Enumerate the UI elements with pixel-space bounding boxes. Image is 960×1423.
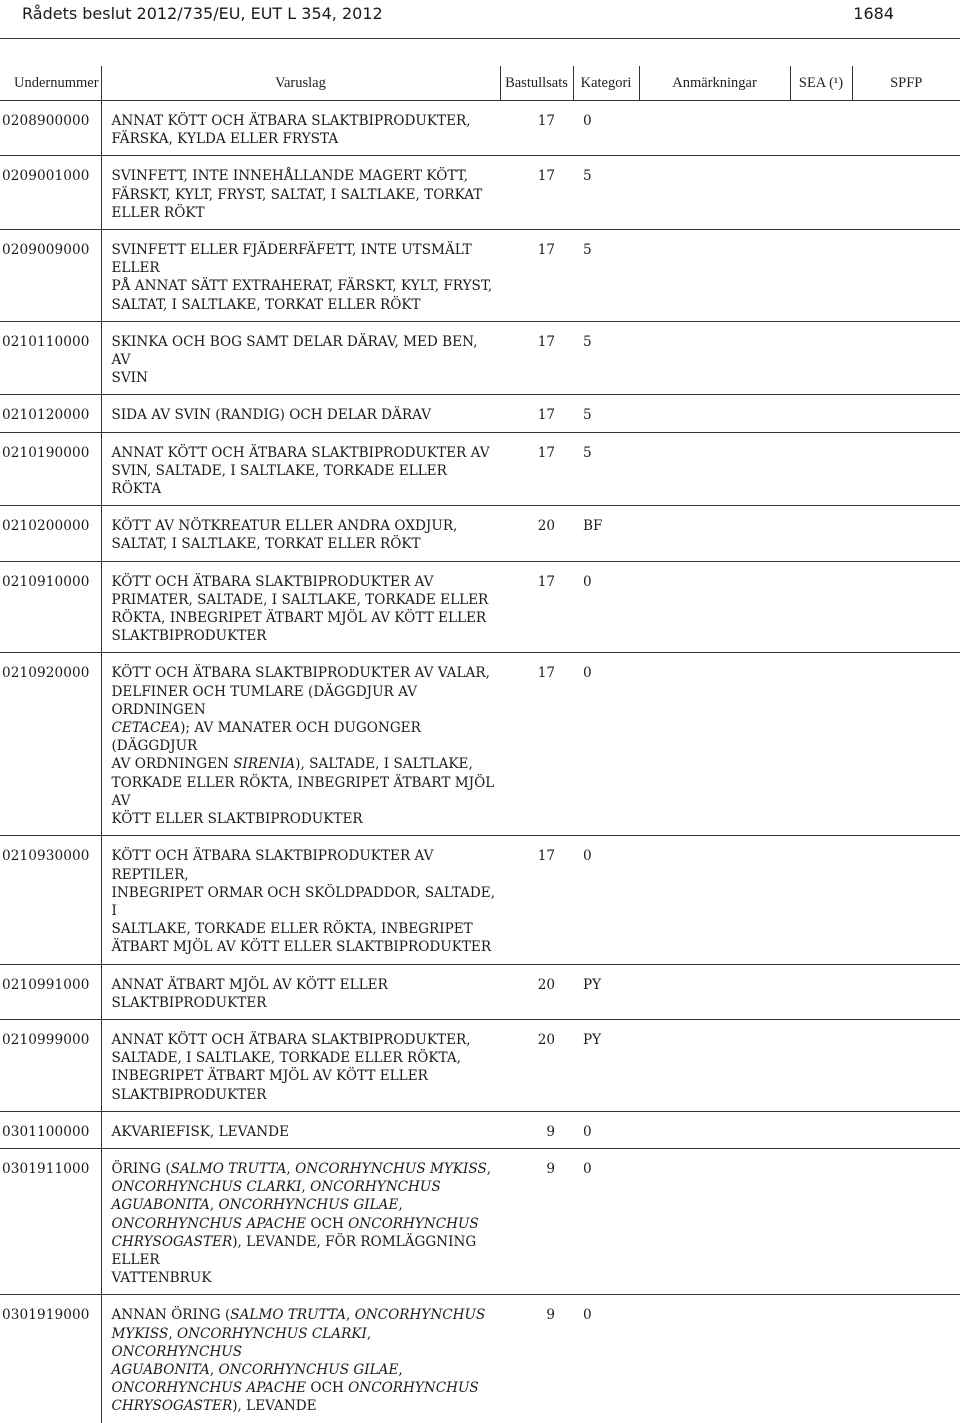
header-anmarkningar: Anmärkningar	[639, 66, 790, 101]
cell-varuslag: SKINKA OCH BOG SAMT DELAR DÄRAV, MED BEN, AV SVIN	[101, 321, 500, 395]
table-row	[0, 653, 960, 836]
cell-sea	[790, 156, 852, 230]
cell-sea	[790, 101, 852, 156]
cell-sea	[790, 561, 852, 653]
cell-varuslag: KÖTT AV NÖTKREATUR ELLER ANDRA OXDJUR, SALTAT, I SALTLAKE, TORKAT ELLER RÖKT	[101, 506, 500, 561]
cell-anmarkningar	[639, 964, 790, 1019]
cell-bastullsats: 17	[500, 101, 573, 156]
cell-sea	[790, 1148, 852, 1294]
table-row	[0, 101, 960, 156]
cell-kategori: 5	[573, 321, 639, 395]
cell-spfp	[852, 653, 960, 836]
table-row	[0, 432, 960, 506]
cell-undernummer: 0210190000	[0, 432, 101, 506]
cell-undernummer: 0301911000	[0, 1148, 101, 1294]
cell-undernummer: 0210200000	[0, 506, 101, 561]
cell-spfp	[852, 561, 960, 653]
cell-bastullsats: 17	[500, 321, 573, 395]
cell-sea	[790, 1295, 852, 1423]
table-row	[0, 321, 960, 395]
cell-anmarkningar	[639, 432, 790, 506]
cell-kategori: 0	[573, 653, 639, 836]
table-row	[0, 230, 960, 322]
cell-sea	[790, 506, 852, 561]
cell-bastullsats: 9	[500, 1111, 573, 1148]
cell-kategori: 0	[573, 836, 639, 964]
cell-anmarkningar	[639, 506, 790, 561]
cell-undernummer: 0301919000	[0, 1295, 101, 1423]
cell-anmarkningar	[639, 561, 790, 653]
cell-spfp	[852, 230, 960, 322]
table-row	[0, 1148, 960, 1294]
cell-bastullsats: 9	[500, 1148, 573, 1294]
table-row	[0, 395, 960, 432]
cell-undernummer: 0210910000	[0, 561, 101, 653]
cell-varuslag: ÖRING (SALMO TRUTTA, ONCORHYNCHUS MYKISS, ONCORHYNCHUS CLARKI, ONCORHYNCHUS AGUABONITA, ONCORHYNCHUS GILAE, ONCORHYNCHUS APACHE OCH ONCORHYNCHUS CHRYSOGASTER), LEVANDE, FÖR ROMLÄGGNING ELLER VATTENBRUK	[101, 1148, 500, 1294]
cell-bastullsats: 17	[500, 561, 573, 653]
cell-anmarkningar	[639, 653, 790, 836]
cell-anmarkningar	[639, 1019, 790, 1111]
cell-varuslag: AKVARIEFISK, LEVANDE	[101, 1111, 500, 1148]
cell-spfp	[852, 1111, 960, 1148]
cell-undernummer: 0301100000	[0, 1111, 101, 1148]
cell-undernummer: 0210930000	[0, 836, 101, 964]
cell-kategori: 0	[583, 1307, 592, 1324]
cell-bastullsats: 17	[500, 432, 573, 506]
cell-anmarkningar	[639, 1111, 790, 1148]
cell-undernummer: 0209009000	[0, 230, 101, 322]
cell-sea	[790, 321, 852, 395]
cell-varuslag: SIDA AV SVIN (RANDIG) OCH DELAR DÄRAV	[101, 395, 500, 432]
document-title: Rådets beslut 2012/735/EU, EUT L 354, 2012	[22, 4, 383, 23]
tariff-table	[0, 66, 960, 1423]
cell-kategori: 0	[573, 1111, 639, 1148]
cell-undernummer: 0210110000	[0, 321, 101, 395]
cell-bastullsats: 20	[500, 964, 573, 1019]
cell-varuslag: ANNAT KÖTT OCH ÄTBARA SLAKTBIPRODUKTER, SALTADE, I SALTLAKE, TORKADE ELLER RÖKTA, INBEGRIPET ÄTBART MJÖL AV KÖTT ELLER SLAKTBIPRODUKTER	[101, 1019, 500, 1111]
cell-spfp	[852, 1148, 960, 1294]
cell-bastullsats: 17	[500, 653, 573, 836]
cell-kategori: 5	[573, 395, 639, 432]
cell-spfp	[852, 432, 960, 506]
header-spfp: SPFP	[852, 66, 960, 101]
cell-spfp	[852, 1019, 960, 1111]
cell-bastullsats: 20	[500, 1019, 573, 1111]
cell-sea	[790, 836, 852, 964]
table-row	[0, 1111, 960, 1148]
cell-sea	[790, 432, 852, 506]
cell-anmarkningar	[639, 101, 790, 156]
cell-spfp	[852, 156, 960, 230]
cell-kategori: PY	[573, 1019, 639, 1111]
cell-anmarkningar	[639, 1148, 790, 1294]
table-row	[0, 156, 960, 230]
table-row	[0, 506, 960, 561]
cell-sea	[790, 964, 852, 1019]
table-row	[0, 561, 960, 653]
table-row	[0, 964, 960, 1019]
running-header	[0, 0, 960, 30]
cell-kategori: 5	[573, 230, 639, 322]
cell-undernummer: 0210999000	[0, 1019, 101, 1111]
cell-spfp	[852, 395, 960, 432]
cell-undernummer: 0210991000	[0, 964, 101, 1019]
cell-bastullsats: 9	[546, 1307, 555, 1324]
cell-bastullsats: 17	[500, 395, 573, 432]
cell-varuslag: ANNAN ÖRING (SALMO TRUTTA, ONCORHYNCHUS MYKISS, ONCORHYNCHUS CLARKI, ONCORHYNCHUS AGUABONITA, ONCORHYNCHUS GILAE, ONCORHYNCHUS APACHE OCH ONCORHYNCHUS CHRYSOGASTER), LEVANDE	[111, 1307, 486, 1415]
cell-anmarkningar	[639, 836, 790, 964]
cell-varuslag: ANNAT KÖTT OCH ÄTBARA SLAKTBIPRODUKTER, FÄRSKA, KYLDA ELLER FRYSTA	[101, 101, 500, 156]
cell-anmarkningar	[639, 321, 790, 395]
header-sea: SEA (¹)	[790, 66, 852, 101]
cell-anmarkningar	[639, 395, 790, 432]
cell-undernummer: 0208900000	[0, 101, 101, 156]
cell-varuslag: SVINFETT ELLER FJÄDERFÄFETT, INTE UTSMÄLT ELLER PÅ ANNAT SÄTT EXTRAHERAT, FÄRSKT, KYLT, FRYST, SALTAT, I SALTLAKE, TORKAT ELLER RÖKT	[101, 230, 500, 322]
cell-sea	[790, 1019, 852, 1111]
cell-sea	[790, 1111, 852, 1148]
table-row	[0, 1019, 960, 1111]
cell-undernummer: 0210920000	[0, 653, 101, 836]
cell-varuslag: SVINFETT, INTE INNEHÅLLANDE MAGERT KÖTT, FÄRSKT, KYLT, FRYST, SALTAT, I SALTLAKE, TORKAT ELLER RÖKT	[101, 156, 500, 230]
cell-varuslag: KÖTT OCH ÄTBARA SLAKTBIPRODUKTER AV VALAR, DELFINER OCH TUMLARE (DÄGGDJUR AV ORDNINGEN CETACEA); AV MANATER OCH DUGONGER (DÄGGDJUR AV ORDNINGEN SIRENIA), SALTADE, I SALTLAKE, TORKADE ELLER RÖKTA, INBEGRIPET ÄTBART MJÖL AV KÖTT ELLER SLAKTBIPRODUKTER	[101, 653, 500, 836]
cell-varuslag: KÖTT OCH ÄTBARA SLAKTBIPRODUKTER AV PRIMATER, SALTADE, I SALTLAKE, TORKADE ELLER RÖKTA, INBEGRIPET ÄTBART MJÖL AV KÖTT ELLER SLAKTBIPRODUKTER	[101, 561, 500, 653]
cell-spfp	[852, 506, 960, 561]
cell-varuslag: ANNAT ÄTBART MJÖL AV KÖTT ELLER SLAKTBIPRODUKTER	[101, 964, 500, 1019]
cell-kategori: 0	[573, 561, 639, 653]
header-bastullsats: Bastullsats	[500, 66, 573, 101]
cell-sea	[790, 395, 852, 432]
cell-sea	[790, 230, 852, 322]
cell-bastullsats: 17	[500, 156, 573, 230]
cell-bastullsats: 17	[500, 230, 573, 322]
table-row	[0, 1295, 960, 1423]
cell-bastullsats: 20	[500, 506, 573, 561]
cell-spfp	[852, 101, 960, 156]
table-row	[0, 836, 960, 964]
cell-undernummer: 0209001000	[0, 156, 101, 230]
page-number: 1684	[853, 4, 894, 23]
cell-sea	[790, 653, 852, 836]
cell-kategori: 5	[573, 432, 639, 506]
cell-spfp	[852, 964, 960, 1019]
cell-spfp	[852, 321, 960, 395]
header-rule	[0, 38, 960, 39]
cell-kategori: 0	[573, 101, 639, 156]
header-kategori: Kategori	[573, 66, 639, 101]
cell-spfp	[852, 1295, 960, 1423]
cell-bastullsats: 17	[500, 836, 573, 964]
cell-anmarkningar	[639, 156, 790, 230]
cell-kategori: 0	[573, 1148, 639, 1294]
cell-undernummer: 0210120000	[0, 395, 101, 432]
cell-anmarkningar	[639, 1295, 790, 1423]
cell-kategori: BF	[573, 506, 639, 561]
cell-kategori: 5	[573, 156, 639, 230]
cell-varuslag: ANNAT KÖTT OCH ÄTBARA SLAKTBIPRODUKTER AV SVIN, SALTADE, I SALTLAKE, TORKADE ELLER RÖKTA	[101, 432, 500, 506]
table-header-row	[0, 66, 960, 101]
header-undernummer: Undernummer	[0, 66, 101, 101]
cell-spfp	[852, 836, 960, 964]
header-varuslag: Varuslag	[101, 66, 500, 101]
cell-varuslag: KÖTT OCH ÄTBARA SLAKTBIPRODUKTER AV REPTILER, INBEGRIPET ORMAR OCH SKÖLDPADDOR, SALTADE, I SALTLAKE, TORKADE ELLER RÖKTA, INBEGRIPET ÄTBART MJÖL AV KÖTT ELLER SLAKTBIPRODUKTER	[101, 836, 500, 964]
cell-anmarkningar	[639, 230, 790, 322]
cell-kategori: PY	[573, 964, 639, 1019]
